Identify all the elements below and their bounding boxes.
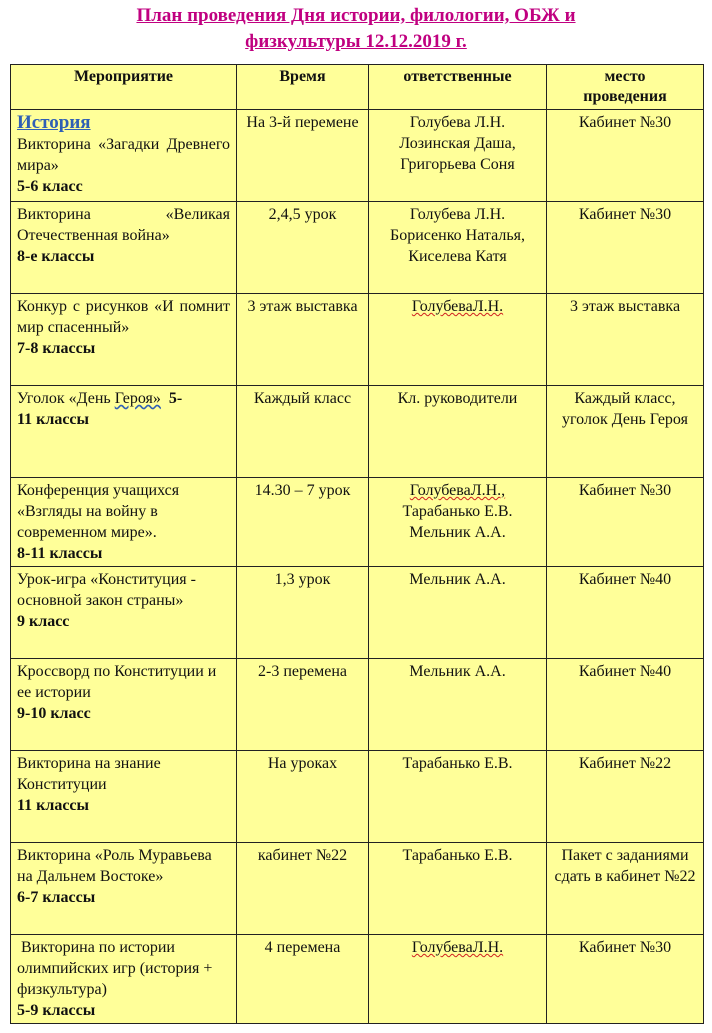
responsible-person: Тарабанько Е.В.: [402, 755, 513, 772]
responsible-person: Григорьева Соня: [400, 156, 515, 173]
event-name: Викторина «Великая Отечественная война»: [17, 206, 230, 244]
table-row: [11, 659, 704, 751]
responsible-person: Лозинская Даша,: [399, 135, 516, 152]
event-name: Конференция учащихся «Взгляды на войну в современном мире».: [17, 482, 180, 541]
place-cell: Кабинет №40: [547, 659, 704, 751]
event-grade: 8-11 классы: [17, 545, 103, 562]
event-grade: 11 классы: [17, 797, 90, 814]
responsible-person: Кл. руководители: [397, 390, 518, 407]
header-place-line-2: проведения: [583, 88, 667, 105]
title-line-1: План проведения Дня истории, филологии, ОБЖ и: [136, 5, 576, 26]
event-name-hero-word: Героя»: [114, 390, 161, 407]
table-row: [11, 386, 704, 478]
responsible-cell: [369, 567, 547, 659]
header-place-line-1: место: [604, 68, 646, 85]
responsible-cell: [369, 843, 547, 935]
event-cell: [11, 202, 237, 294]
responsible-cell: [369, 386, 547, 478]
event-name: Викторина «Роль Муравьева на Дальнем Востоке»: [17, 847, 212, 885]
header-place: [547, 65, 704, 110]
responsible-person: Борисенко Наталья,: [390, 227, 525, 244]
event-name: Викторина на знание Конституции: [17, 755, 161, 793]
time-cell: 1,3 урок: [237, 567, 369, 659]
event-grade: 11 классы: [17, 411, 90, 428]
place-cell: Кабинет №30: [547, 935, 704, 1024]
table-row: [11, 843, 704, 935]
event-cell: [11, 294, 237, 386]
time-cell: 2-3 перемена: [237, 659, 369, 751]
place-cell: Кабинет №30: [547, 202, 704, 294]
responsible-person: Мельник А.А.: [409, 524, 506, 541]
event-cell: [11, 386, 237, 478]
title-line-2: физкультуры 12.12.2019 г.: [245, 31, 467, 52]
event-cell: [11, 659, 237, 751]
table-header-row: [11, 65, 704, 110]
event-name: Викторина «Загадки Древнего мира»: [17, 136, 230, 174]
responsible-person: Мельник А.А.: [409, 663, 506, 680]
time-cell: 14.30 – 7 урок: [237, 478, 369, 567]
place-cell: Каждый класс, уголок День Героя: [547, 386, 704, 478]
header-event: Мероприятие: [11, 65, 237, 110]
event-cell: [11, 843, 237, 935]
table-row: [11, 294, 704, 386]
responsible-person: Киселева Катя: [408, 248, 507, 265]
event-cell: [11, 110, 237, 202]
responsible-cell: [369, 478, 547, 567]
event-grade: 5-6 класс: [17, 178, 83, 195]
header-time: Время: [237, 65, 369, 110]
table-row: [11, 202, 704, 294]
table-row: [11, 110, 704, 202]
responsible-person: Тарабанько Е.В.: [402, 847, 513, 864]
place-cell: Кабинет №30: [547, 478, 704, 567]
document-title: [0, 3, 712, 61]
subject-heading-link[interactable]: История: [17, 112, 91, 133]
event-name-spacing: [161, 390, 169, 407]
schedule-table: [10, 64, 704, 1024]
responsible-person: ГолубеваЛ.Н.: [411, 298, 504, 315]
place-cell: Кабинет №40: [547, 567, 704, 659]
responsible-person: ГолубеваЛ.Н.: [411, 939, 504, 956]
table-row: [11, 567, 704, 659]
place-cell: Кабинет №30: [547, 110, 704, 202]
table-row: [11, 478, 704, 567]
header-responsible: ответственные: [369, 65, 547, 110]
table-row: [11, 751, 704, 843]
event-grade: 9-10 класс: [17, 705, 91, 722]
event-cell: [11, 478, 237, 567]
responsible-cell: [369, 659, 547, 751]
responsible-person: Голубева Л.Н.: [409, 206, 506, 223]
responsible-cell: [369, 935, 547, 1024]
responsible-person: Голубева Л.Н.: [409, 114, 506, 131]
table-row: [11, 935, 704, 1024]
time-cell: На 3-й перемене: [237, 110, 369, 202]
event-name: [17, 388, 230, 409]
event-grade: 5-9 классы: [17, 1002, 96, 1019]
time-cell: кабинет №22: [237, 843, 369, 935]
event-grade: 9 класс: [17, 613, 70, 630]
event-name-prefix: Уголок «День: [17, 390, 115, 407]
event-name: Викторина по истории олимпийских игр (история + физкультура): [17, 939, 217, 998]
event-grade: 8-е классы: [17, 248, 95, 265]
event-grade: 7-8 классы: [17, 340, 96, 357]
event-cell: [11, 935, 237, 1024]
event-name: Конкур с рисунков «И помнит мир спасенный»: [17, 298, 230, 336]
event-grade-start: 5-: [168, 390, 183, 407]
responsible-person: ГолубеваЛ.Н.,: [409, 482, 506, 499]
place-cell: Кабинет №22: [547, 751, 704, 843]
event-cell: [11, 567, 237, 659]
event-name: Урок-игра «Конституция - основной закон страны»: [17, 571, 196, 609]
event-cell: [11, 751, 237, 843]
event-name: Кроссворд по Конституции и ее истории: [17, 663, 217, 701]
event-grade: 6-7 классы: [17, 889, 96, 906]
responsible-person: Мельник А.А.: [409, 571, 506, 588]
time-cell: Каждый класс: [237, 386, 369, 478]
place-cell: 3 этаж выставка: [547, 294, 704, 386]
responsible-cell: [369, 202, 547, 294]
time-cell: 4 перемена: [237, 935, 369, 1024]
time-cell: 2,4,5 урок: [237, 202, 369, 294]
time-cell: На уроках: [237, 751, 369, 843]
responsible-cell: [369, 294, 547, 386]
place-cell: Пакет с заданиями сдать в кабинет №22: [547, 843, 704, 935]
time-cell: 3 этаж выставка: [237, 294, 369, 386]
responsible-cell: [369, 110, 547, 202]
responsible-person: Тарабанько Е.В.: [402, 503, 513, 520]
responsible-cell: [369, 751, 547, 843]
